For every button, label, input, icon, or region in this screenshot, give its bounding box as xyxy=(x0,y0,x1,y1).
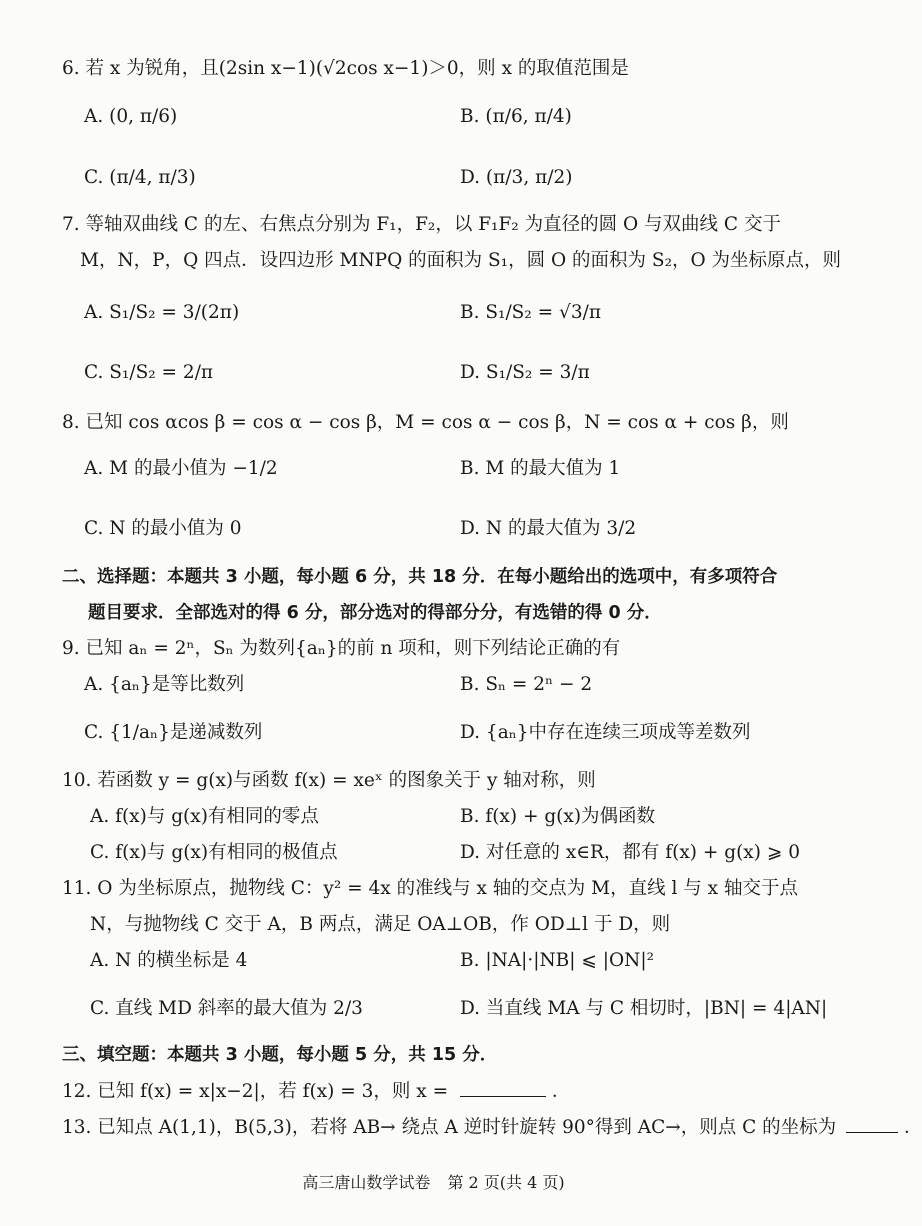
q12-stem: 12. 已知 f(x) = x|x−2|，若 f(x) = 3，则 x = xyxy=(62,1081,449,1102)
q13-answer-blank[interactable] xyxy=(846,1114,898,1133)
q9-option-b: B. Sₙ = 2ⁿ − 2 xyxy=(460,674,593,695)
q6-option-b: B. (π/6, π/4) xyxy=(460,106,572,127)
q10-option-c: C. f(x)与 g(x)有相同的极值点 xyxy=(90,842,338,863)
q13-end: ． xyxy=(903,1117,922,1138)
q10-option-a: A. f(x)与 g(x)有相同的零点 xyxy=(90,806,319,827)
q11-option-b: B. |NA|·|NB| ⩽ |ON|² xyxy=(460,950,654,971)
q7-option-d: D. S₁/S₂ = 3/π xyxy=(460,362,590,383)
section2-heading-cont: 题目要求．全部选对的得 6 分，部分选对的得部分分，有选错的得 0 分． xyxy=(88,603,662,623)
footer-page-number: 第 2 页(共 4 页) xyxy=(447,1173,565,1192)
q7-stem-line2: M，N，P，Q 四点．设四边形 MNPQ 的面积为 S₁，圆 O 的面积为 S₂，O 为坐标原点，则 xyxy=(80,250,842,271)
q11-option-c: C. 直线 MD 斜率的最大值为 2/3 xyxy=(90,998,363,1019)
q12-answer-blank[interactable] xyxy=(460,1078,546,1097)
q9-option-c: C. {1/aₙ}是递减数列 xyxy=(84,722,263,743)
q12-end: ． xyxy=(551,1081,571,1102)
q8-option-c: C. N 的最小值为 0 xyxy=(84,518,242,539)
q9-stem: 9. 已知 aₙ = 2ⁿ，Sₙ 为数列{aₙ}的前 n 项和，则下列结论正确的有 xyxy=(62,638,621,659)
section2-heading: 二、选择题：本题共 3 小题，每小题 6 分，共 18 分．在每小题给出的选项中，有多项符合 xyxy=(62,567,778,587)
q9-option-a: A. {aₙ}是等比数列 xyxy=(84,674,245,695)
q9-option-d: D. {aₙ}中存在连续三项成等差数列 xyxy=(460,722,751,743)
q10-option-d: D. 对任意的 x∈R，都有 f(x) + g(x) ⩾ 0 xyxy=(460,842,800,863)
q11-stem-line1: 11. O 为坐标原点，抛物线 C：y² = 4x 的准线与 x 轴的交点为 M，直线 l 与 x 轴交于点 xyxy=(62,878,798,899)
q12-row xyxy=(62,1078,570,1105)
q7-option-a: A. S₁/S₂ = 3/(2π) xyxy=(84,302,240,323)
q6-option-d: D. (π/3, π/2) xyxy=(460,167,573,188)
q11-option-a: A. N 的横坐标是 4 xyxy=(90,950,248,971)
q6-option-a: A. (0, π/6) xyxy=(84,106,178,127)
q13-stem: 13. 已知点 A(1,1)，B(5,3)，若将 AB→ 绕点 A 逆时针旋转 90°得到 AC→，则点 C 的坐标为 xyxy=(62,1117,837,1138)
page-footer xyxy=(0,1170,867,1193)
q10-stem: 10. 若函数 y = g(x)与函数 f(x) = xeˣ 的图象关于 y 轴对称，则 xyxy=(62,770,596,791)
q10-option-b: B. f(x) + g(x)为偶函数 xyxy=(460,806,656,827)
q6-stem: 6. 若 x 为锐角，且(2sin x−1)(√2cos x−1)＞0，则 x 的取值范围是 xyxy=(62,58,629,79)
section3-heading: 三、填空题：本题共 3 小题，每小题 5 分，共 15 分． xyxy=(62,1045,498,1065)
q11-option-d: D. 当直线 MA 与 C 相切时，|BN| = 4|AN| xyxy=(460,998,828,1019)
q8-option-b: B. M 的最大值为 1 xyxy=(460,458,621,479)
q13-row xyxy=(62,1114,922,1141)
q7-option-c: C. S₁/S₂ = 2/π xyxy=(84,362,214,383)
q8-option-d: D. N 的最大值为 3/2 xyxy=(460,518,637,539)
q11-stem-line2: N，与抛物线 C 交于 A，B 两点，满足 OA⊥OB，作 OD⊥l 于 D，则 xyxy=(90,914,671,935)
q7-option-b: B. S₁/S₂ = √3/π xyxy=(460,302,601,323)
q8-stem: 8. 已知 cos αcos β = cos α − cos β，M = cos α − cos β，N = cos α + cos β，则 xyxy=(62,412,789,433)
q6-option-c: C. (π/4, π/3) xyxy=(84,167,196,188)
footer-title: 高三唐山数学试卷 xyxy=(302,1173,431,1192)
q8-option-a: A. M 的最小值为 −1/2 xyxy=(84,458,278,479)
q7-stem-line1: 7. 等轴双曲线 C 的左、右焦点分别为 F₁，F₂，以 F₁F₂ 为直径的圆 O 与双曲线 C 交于 xyxy=(62,214,781,235)
